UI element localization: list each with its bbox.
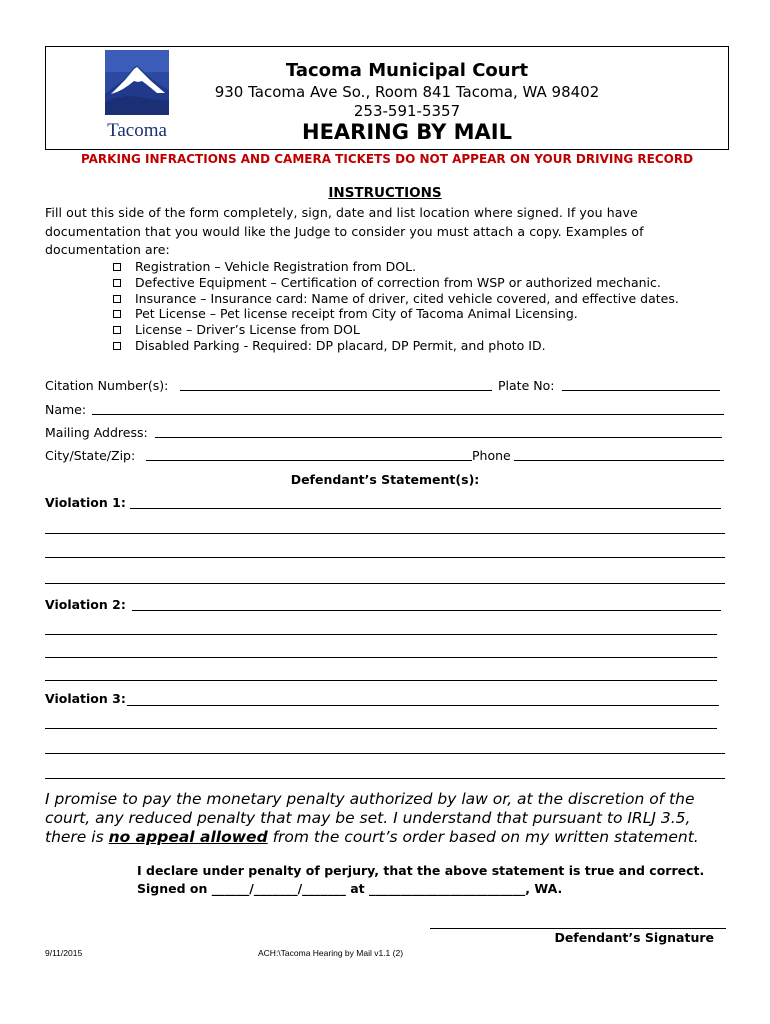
violation-1-line[interactable] [45,533,725,534]
violation-2-line[interactable] [45,634,717,635]
list-item-text: Registration – Vehicle Registration from DOL. [135,259,417,274]
list-item-text: Insurance – Insurance card: Name of driver, cited vehicle covered, and effective dates. [135,290,679,306]
violation-2-line[interactable] [45,680,717,681]
phone-label: Phone [472,448,511,463]
violation-3-line[interactable] [45,778,725,779]
footer-file: ACH:\Tacoma Hearing by Mail v1.1 (2) [258,948,404,958]
phone-field[interactable] [514,460,724,461]
checkbox-bullet-icon [113,342,121,350]
promise-text-end: from the court’s order based on my written statement. [267,828,699,846]
citation-number-field[interactable] [180,390,492,391]
checkbox-bullet-icon [113,310,121,318]
violation-3-line[interactable] [45,728,717,729]
declaration-text: I declare under penalty of perjury, that the above statement is true and correct. [137,863,705,878]
citation-label: Citation Number(s): [45,378,169,393]
promise-text: I promise to pay the monetary penalty authorized by law or, at the discretion of the court, any reduced penalty that may be set. I understand that pursuant to IRLJ 3.5, there is [45,790,695,846]
name-label: Name: [45,402,87,417]
plate-number-field[interactable] [562,390,720,391]
violation-1-line[interactable] [45,583,725,584]
instructions-intro: Fill out this side of the form completely, sign, date and list location where signed. If you have documentation that you would like the Judge to consider you must attach a copy. Examples of documentation are: [45,205,644,257]
checkbox-bullet-icon [113,263,121,271]
violation-1-line[interactable] [45,557,725,558]
declaration-block [137,862,704,898]
violation-2-line[interactable] [132,610,721,611]
court-address: 930 Tacoma Ave So., Room 841 Tacoma, WA 98402 [214,83,600,101]
documentation-list [113,259,679,354]
city-state-zip-label: City/State/Zip: [45,448,136,463]
violation-2-line[interactable] [45,657,717,658]
statement-heading: Defendant’s Statement(s): [290,472,480,487]
no-appeal-text: no appeal allowed [108,828,268,846]
violation-3-line[interactable] [45,753,725,754]
violation-3-line[interactable] [127,705,719,706]
mailing-address-label: Mailing Address: [45,425,148,440]
list-item-text: License – Driver’s License from DOL [135,322,360,338]
form-title: HEARING BY MAIL [302,120,512,144]
list-item-text: Disabled Parking - Required: DP placard, DP Permit, and photo ID. [135,337,546,353]
violation-3-label: Violation 3: [45,691,126,706]
list-item [113,259,679,275]
court-name: Tacoma Municipal Court [285,60,529,81]
list-item-text: Defective Equipment – Certification of correction from WSP or authorized mechanic. [135,274,661,290]
logo-text: Tacoma [107,120,167,141]
promise-statement [45,790,735,847]
list-item [113,306,679,322]
list-item-text: Pet License – Pet license receipt from City of Tacoma Animal Licensing. [135,306,578,322]
tacoma-logo [105,50,169,142]
list-item [113,322,679,338]
instructions-heading: INSTRUCTIONS [328,185,442,201]
warning-banner: PARKING INFRACTIONS AND CAMERA TICKETS DO NOT APPEAR ON YOUR DRIVING RECORD [80,152,694,166]
checkbox-bullet-icon [113,279,121,287]
city-state-zip-field[interactable] [146,460,472,461]
violation-2-label: Violation 2: [45,597,126,612]
footer-date: 9/11/2015 [45,948,83,958]
signature-label: Defendant’s Signature [554,930,714,945]
plate-label: Plate No: [498,378,555,393]
court-phone: 253-591-5357 [353,102,461,120]
list-item [113,275,679,291]
name-field[interactable] [92,414,724,415]
signature-field[interactable] [430,928,726,929]
checkbox-bullet-icon [113,326,121,334]
violation-1-label: Violation 1: [45,495,126,510]
violation-1-line[interactable] [130,508,721,509]
court-address-block [170,83,644,121]
checkbox-bullet-icon [113,295,121,303]
signed-on-line[interactable]: Signed on ______/_______/_______ at _________________________, WA. [137,881,563,896]
list-item [113,291,679,307]
list-item [113,338,679,354]
mailing-address-field[interactable] [155,437,722,438]
